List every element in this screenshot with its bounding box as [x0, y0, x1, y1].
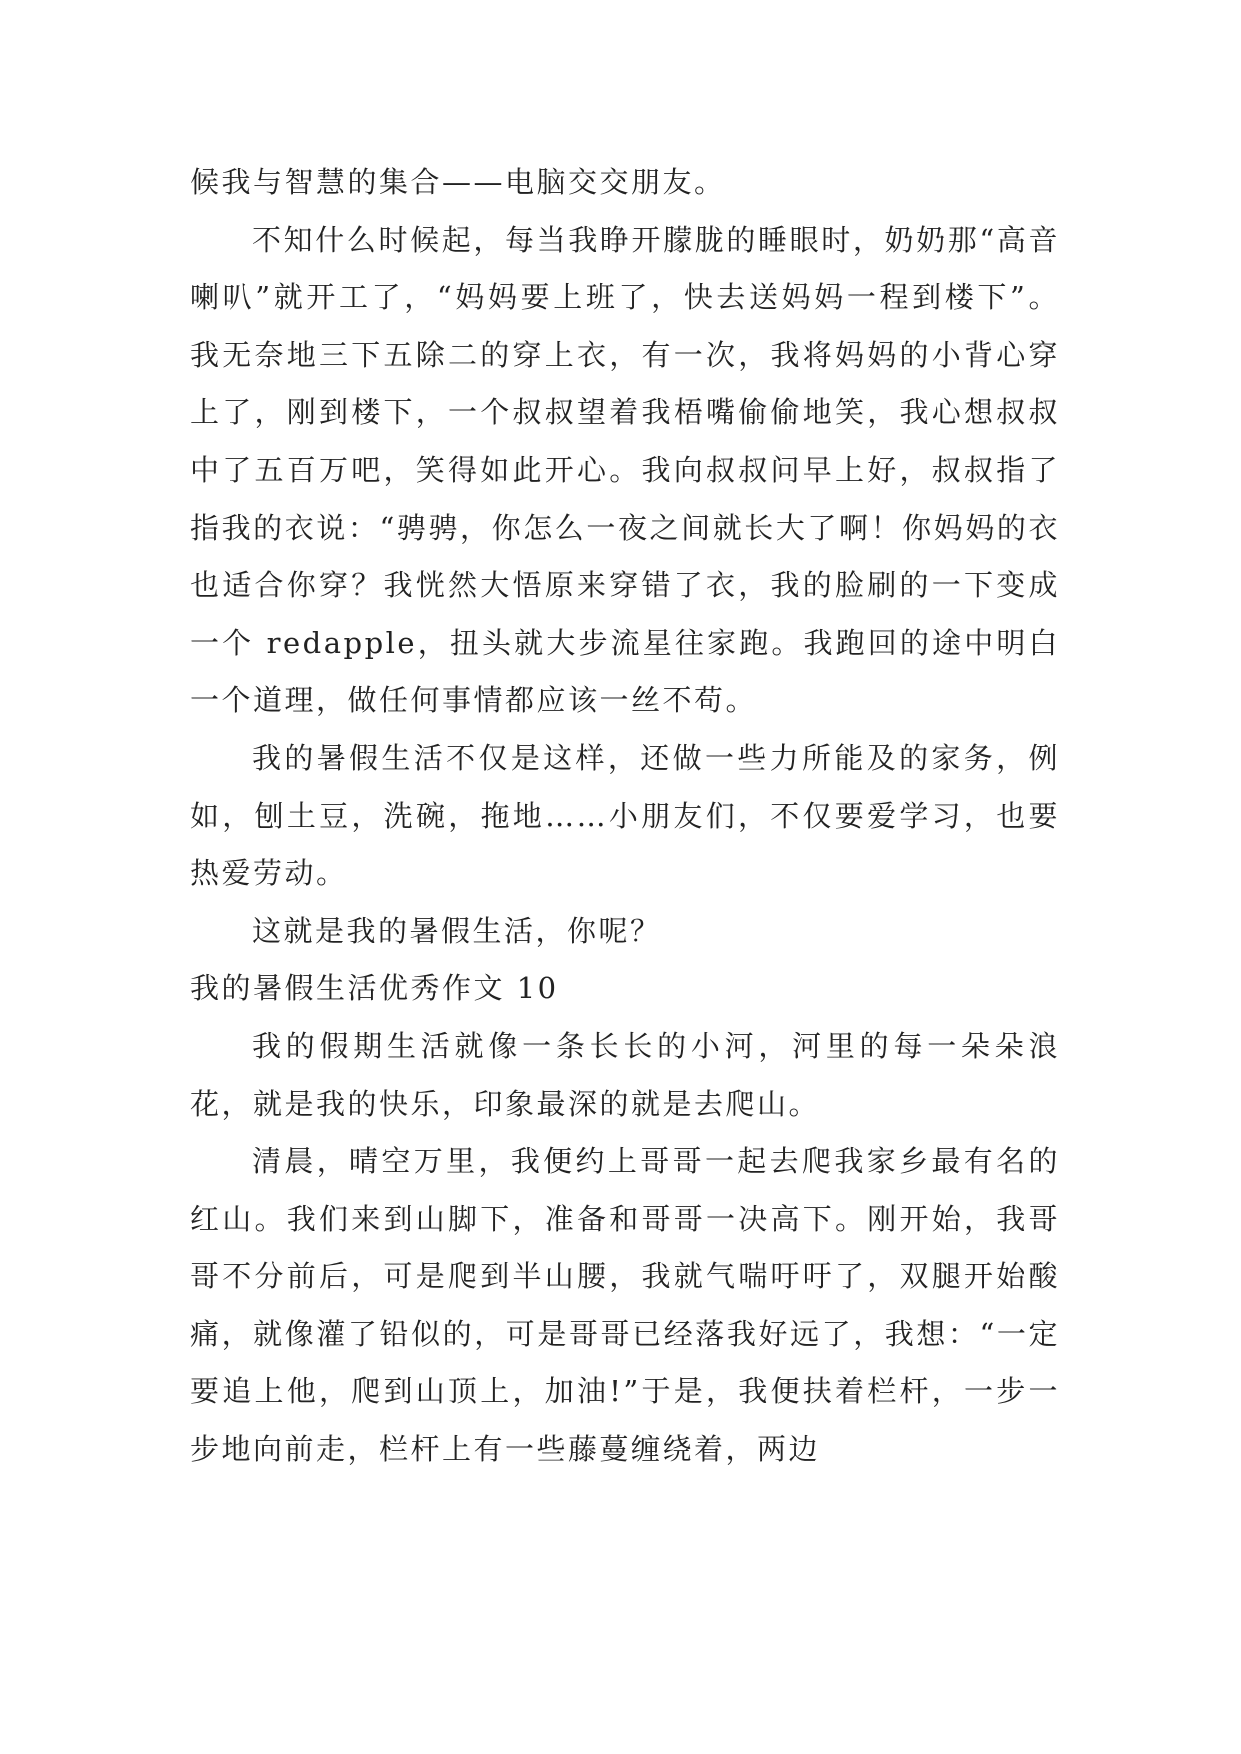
- paragraph-closing: 这就是我的暑假生活，你呢？: [252, 913, 662, 948]
- document-body: [190, 154, 1060, 1479]
- paragraph-morning-story: 不知什么时候起，每当我睁开朦胧的睡眼时，奶奶那“高音喇叭”就开工了，“妈妈要上班了，快去送妈妈一程到楼下”。我无奈地三下五除二的穿上衣，有一次，我将妈妈的小背心穿上了，刚到楼下，一个叔叔望着我梧嘴偷偷地笑，我心想叔叔中了五百万吧，笑得如此开心。我向叔叔问早上好，叔叔指了指我的衣说：“骋骋，你怎么一夜之间就长大了啊！你妈妈的衣也适合你穿？我恍然大悟原来穿错了衣，我的脸刷的一下变成一个 redapple，扭头就大步流星往家跑。我跑回的途中明白一个道理，做任何事情都应该一丝不苟。: [190, 222, 1060, 718]
- essay-title: 我的暑假生活优秀作文 10: [190, 971, 559, 1006]
- paragraph-housework: 我的暑假生活不仅是这样，还做一些力所能及的家务，例如，刨土豆，洗碗，拖地……小朋友们，不仅要爱学习，也要热爱劳动。: [190, 740, 1060, 891]
- paragraph-intro: 我的假期生活就像一条长长的小河，河里的每一朵朵浪花，就是我的快乐，印象最深的就是去爬山。: [190, 1028, 1060, 1121]
- paragraph-continuation: 候我与智慧的集合——电脑交交朋友。: [190, 165, 726, 199]
- paragraph-climbing: 清晨，晴空万里，我便约上哥哥一起去爬我家乡最有名的红山。我们来到山脚下，准备和哥哥一决高下。刚开始，我哥哥不分前后，可是爬到半山腰，我就气喘吁吁了，双腿开始酸痛，就像灌了铅似的，可是哥哥已经落我好远了，我想：“一定要追上他，爬到山顶上，加油!”于是，我便扶着栏杆，一步一步地向前走，栏杆上有一些藤蔓缠绕着，两边: [190, 1144, 1060, 1467]
